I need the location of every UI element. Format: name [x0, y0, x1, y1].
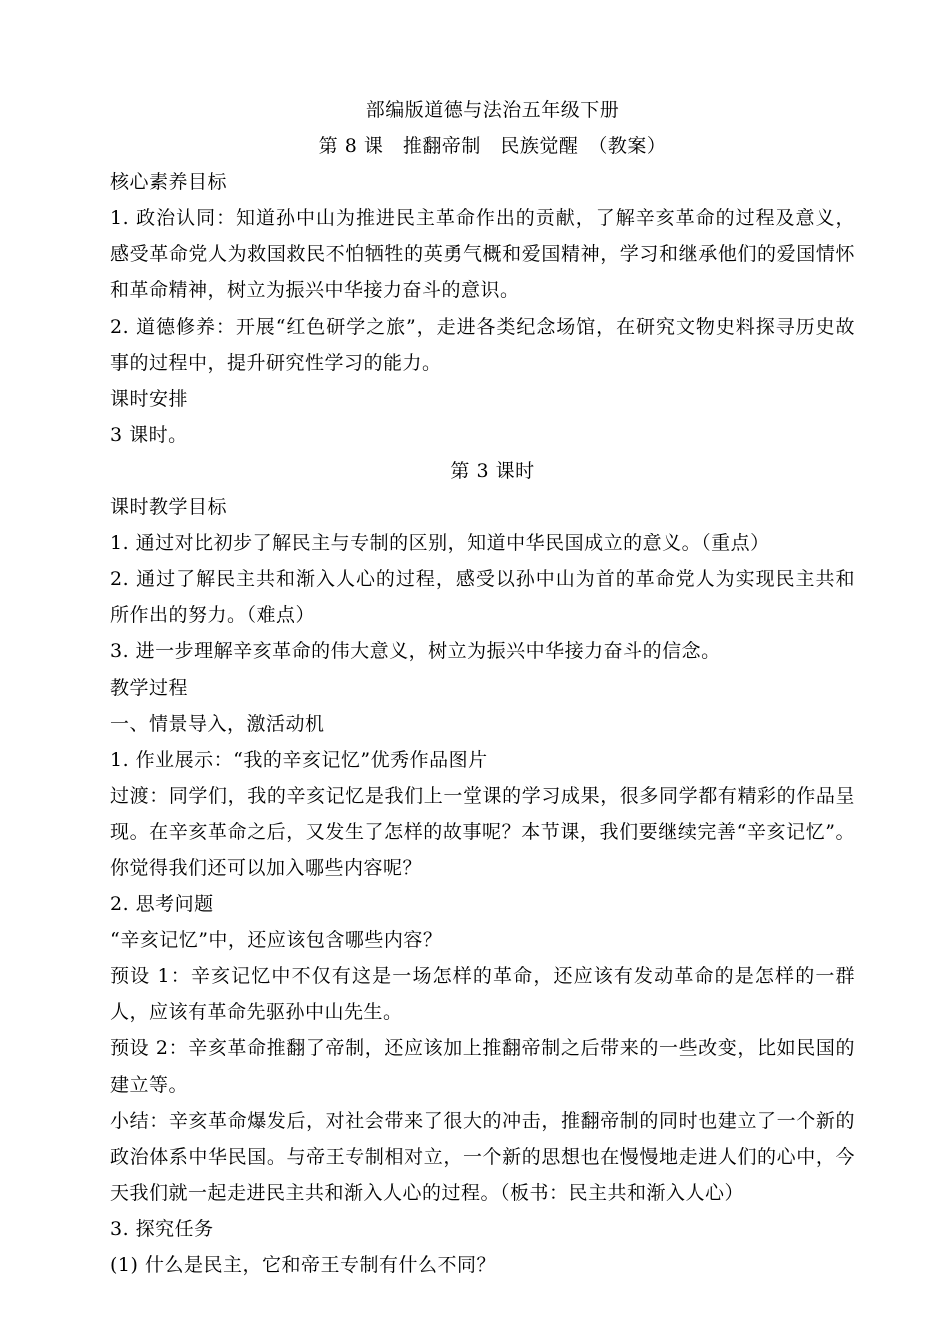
step-one-heading: 一、情景导入，激活动机 [110, 712, 325, 735]
core-objective-1: 1. 政治认同：知道孙中山为推进民主革命作出的贡献，了解辛亥革命的过程及意义，感受革命党人为救国救民不怕牺牲的英勇气概和爱国精神，学习和继承他们的爱国情怀和革命精神，树立为振兴中华接力奋斗的意识。 [110, 207, 855, 302]
lesson-number-heading: 第 3 课时 [450, 459, 535, 482]
lesson-goal-3: 3. 进一步理解辛亥革命的伟大意义，树立为振兴中华接力奋斗的信念。 [110, 640, 721, 663]
section-heading-process: 教学过程 [110, 676, 189, 699]
inquiry-task-1: (1) 什么是民主，它和帝王专制有什么不同？ [110, 1254, 496, 1276]
section-heading-goals: 课时教学目标 [110, 496, 228, 519]
section-heading-core: 核心素养目标 [110, 171, 228, 194]
thinking-question: “辛亥记忆”中，还应该包含哪些内容？ [110, 929, 443, 952]
summary-paragraph: 小结：辛亥革命爆发后，对社会带来了很大的冲击，推翻帝制的同时也建立了一个新的政治体系中华民国。与帝王专制相对立，一个新的思想也在慢慢地走进人们的心中，今天我们就一起走进民主共和渐入人心的过程。（板书：民主共和渐入人心） [110, 1109, 855, 1204]
step-one-item-3: 3. 探究任务 [110, 1217, 214, 1240]
step-one-item-2: 2. 思考问题 [110, 893, 214, 916]
schedule-value: 3 课时。 [110, 423, 188, 446]
lesson-subtitle: 第 8 课 推翻帝制 民族觉醒 （教案） [318, 135, 667, 158]
lesson-goal-2: 2. 通过了解民主共和渐入人心的过程，感受以孙中山为首的革命党人为实现民主共和所作出的努力。（难点） [110, 568, 855, 627]
transition-paragraph: 过渡：同学们，我的辛亥记忆是我们上一堂课的学习成果，很多同学都有精彩的作品呈现。在辛亥革命之后，又发生了怎样的故事呢？本节课，我们要继续完善“辛亥记忆”。你觉得我们还可以加入哪些内容呢？ [110, 784, 855, 879]
step-one-item-1: 1. 作业展示：“我的辛亥记忆”优秀作品图片 [110, 748, 488, 771]
preset-answer-2: 预设 2：辛亥革命推翻了帝制，还应该加上推翻帝制之后带来的一些改变，比如民国的建立等。 [110, 1037, 855, 1096]
core-objective-2: 2. 道德修养：开展“红色研学之旅”，走进各类纪念场馆，在研究文物史料探寻历史故事的过程中，提升研究性学习的能力。 [110, 315, 855, 374]
preset-answer-1: 预设 1：辛亥记忆中不仅有这是一场怎样的革命，还应该有发动革命的是怎样的一群人，应该有革命先驱孙中山先生。 [110, 965, 855, 1024]
section-heading-schedule: 课时安排 [110, 387, 189, 410]
lesson-goal-1: 1. 通过对比初步了解民主与专制的区别，知道中华民国成立的意义。（重点） [110, 532, 770, 555]
document-page [110, 92, 855, 1283]
document-title: 部编版道德与法治五年级下册 [365, 99, 620, 121]
